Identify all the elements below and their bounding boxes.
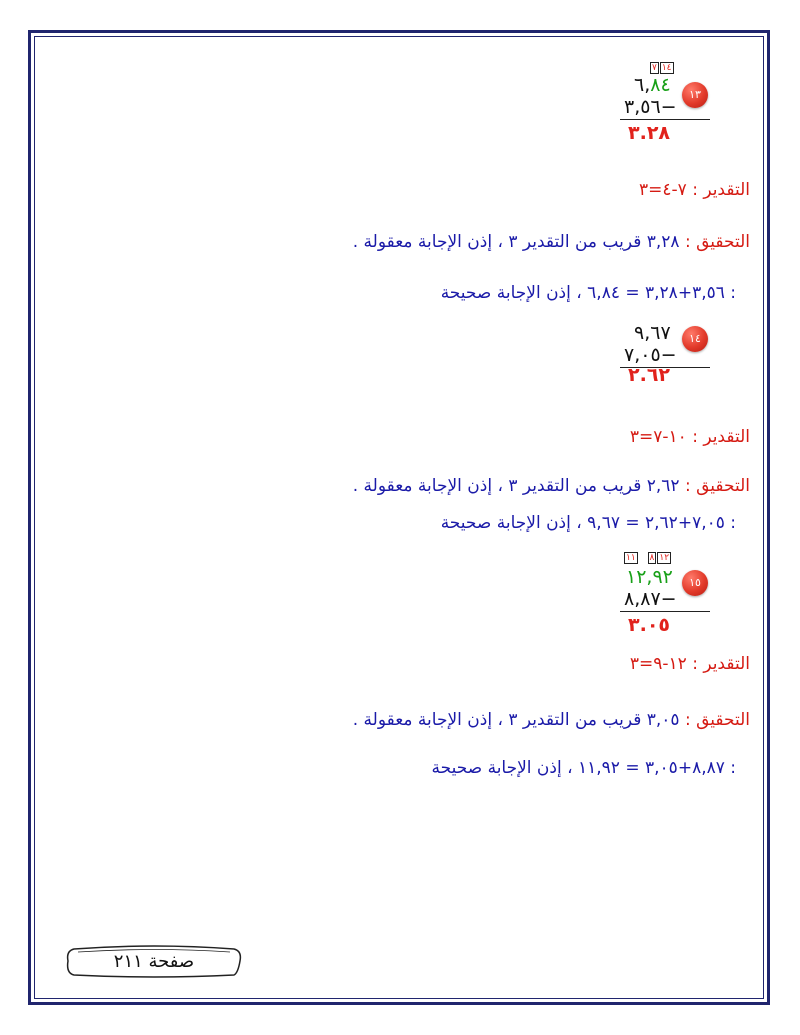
sum-line xyxy=(620,611,710,612)
verify-line: : ٧,٠٥+٢,٦٢ = ٩,٦٧ ، إذن الإجابة صحيحة xyxy=(440,513,736,533)
check-line xyxy=(353,710,750,730)
estimate-value: ١٠-٧=٣ xyxy=(629,427,687,447)
carry-box: ٧ xyxy=(652,63,657,73)
check-label: التحقيق : xyxy=(684,232,750,252)
problem-number-badge: ١٥ xyxy=(682,570,708,596)
check-text: ٣,٠٥ قريب من التقدير ٣ ، إذن الإجابة معقولة . xyxy=(352,710,680,730)
check-text: ٣,٢٨ قريب من التقدير ٣ ، إذن الإجابة معقولة . xyxy=(352,232,680,252)
carry-marks xyxy=(624,552,672,564)
minuend: ١٢,٩٢ xyxy=(626,566,673,588)
difference-result: ٢.٦٢ xyxy=(628,364,671,386)
check-text: ٢,٦٢ قريب من التقدير ٣ ، إذن الإجابة معقولة . xyxy=(352,476,680,496)
check-line xyxy=(353,476,750,496)
estimate-line xyxy=(630,427,750,447)
check-label: التحقيق : xyxy=(684,476,750,496)
sum-line xyxy=(620,119,710,120)
check-label: التحقيق : xyxy=(684,710,750,730)
carry-marks xyxy=(650,62,675,74)
minuend: ٦,٨٤ xyxy=(634,74,671,96)
difference-result: ٣.٢٨ xyxy=(628,122,671,144)
subtrahend: ٧,٠٥− xyxy=(624,344,677,366)
estimate-line xyxy=(630,654,750,674)
estimate-value: ١٢-٩=٣ xyxy=(629,654,687,674)
carry-box: ٨ xyxy=(649,553,655,563)
carry-box: ١٤ xyxy=(661,63,672,73)
minuend: ٩,٦٧ xyxy=(634,322,671,344)
difference-result: ٣.٠٥ xyxy=(628,614,671,636)
verify-line: : ٨,٨٧+٣,٠٥ = ١١,٩٢ ، إذن الإجابة صحيحة xyxy=(431,758,736,778)
estimate-line xyxy=(639,180,750,200)
problem-number-badge: ١٤ xyxy=(682,326,708,352)
subtraction-problem xyxy=(620,74,710,144)
subtrahend: ٨,٨٧− xyxy=(624,588,677,610)
carry-box: ١٢ xyxy=(659,553,670,563)
page-number: صفحة ٢١١ xyxy=(113,951,195,972)
estimate-label: التقدير : xyxy=(692,180,750,200)
estimate-value: ٧-٤=٣ xyxy=(638,180,687,200)
subtrahend: ٣,٥٦− xyxy=(624,96,677,118)
estimate-label: التقدير : xyxy=(692,654,750,674)
verify-line: : ٣,٥٦+٣,٢٨ = ٦,٨٤ ، إذن الإجابة صحيحة xyxy=(440,283,736,303)
check-line xyxy=(353,232,750,252)
subtraction-problem xyxy=(620,322,710,386)
page-number-tab xyxy=(64,943,244,981)
subtraction-problem xyxy=(620,566,710,636)
carry-box: ١١ xyxy=(626,553,636,563)
problem-number-badge: ١٣ xyxy=(682,82,708,108)
estimate-label: التقدير : xyxy=(692,427,750,447)
